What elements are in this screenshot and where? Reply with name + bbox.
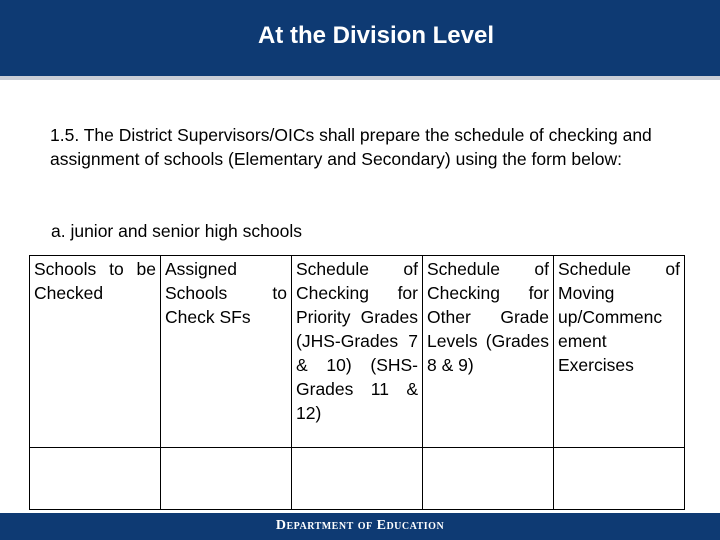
footer-logo-text: Department of Education bbox=[275, 518, 445, 533]
table-cell[interactable] bbox=[423, 448, 554, 510]
column-header-priority-grades-schedule: Schedule of Checking for Priority Grades (JHS-Grades 7 & 10) (SHS-Grades 11 & 12) bbox=[292, 256, 423, 448]
table-cell[interactable] bbox=[292, 448, 423, 510]
table-header-row bbox=[30, 256, 685, 448]
column-header-other-grades-schedule: Schedule of Checking for Other Grade Levels (Grades 8 & 9) bbox=[423, 256, 554, 448]
header-divider bbox=[0, 76, 720, 80]
table-cell[interactable] bbox=[554, 448, 685, 510]
column-header-assigned-schools: Assigned Schools to Check SFs bbox=[161, 256, 292, 448]
column-header-schools-to-be-checked: Schools to be Checked bbox=[30, 256, 161, 448]
table-cell[interactable] bbox=[30, 448, 161, 510]
column-header-moving-up-schedule: Schedule of Moving up/Commenc ement Exercises bbox=[554, 256, 685, 448]
list-item: a. junior and senior high schools bbox=[51, 221, 302, 241]
table-cell[interactable] bbox=[161, 448, 292, 510]
table-row bbox=[30, 448, 685, 510]
schedule-table bbox=[29, 255, 685, 510]
page-title: At the Division Level bbox=[257, 22, 495, 49]
instruction-paragraph: 1.5. The District Supervisors/OICs shall prepare the schedule of checking and assignment of schools (Elementary and Secondary) using the form below: bbox=[50, 125, 652, 169]
